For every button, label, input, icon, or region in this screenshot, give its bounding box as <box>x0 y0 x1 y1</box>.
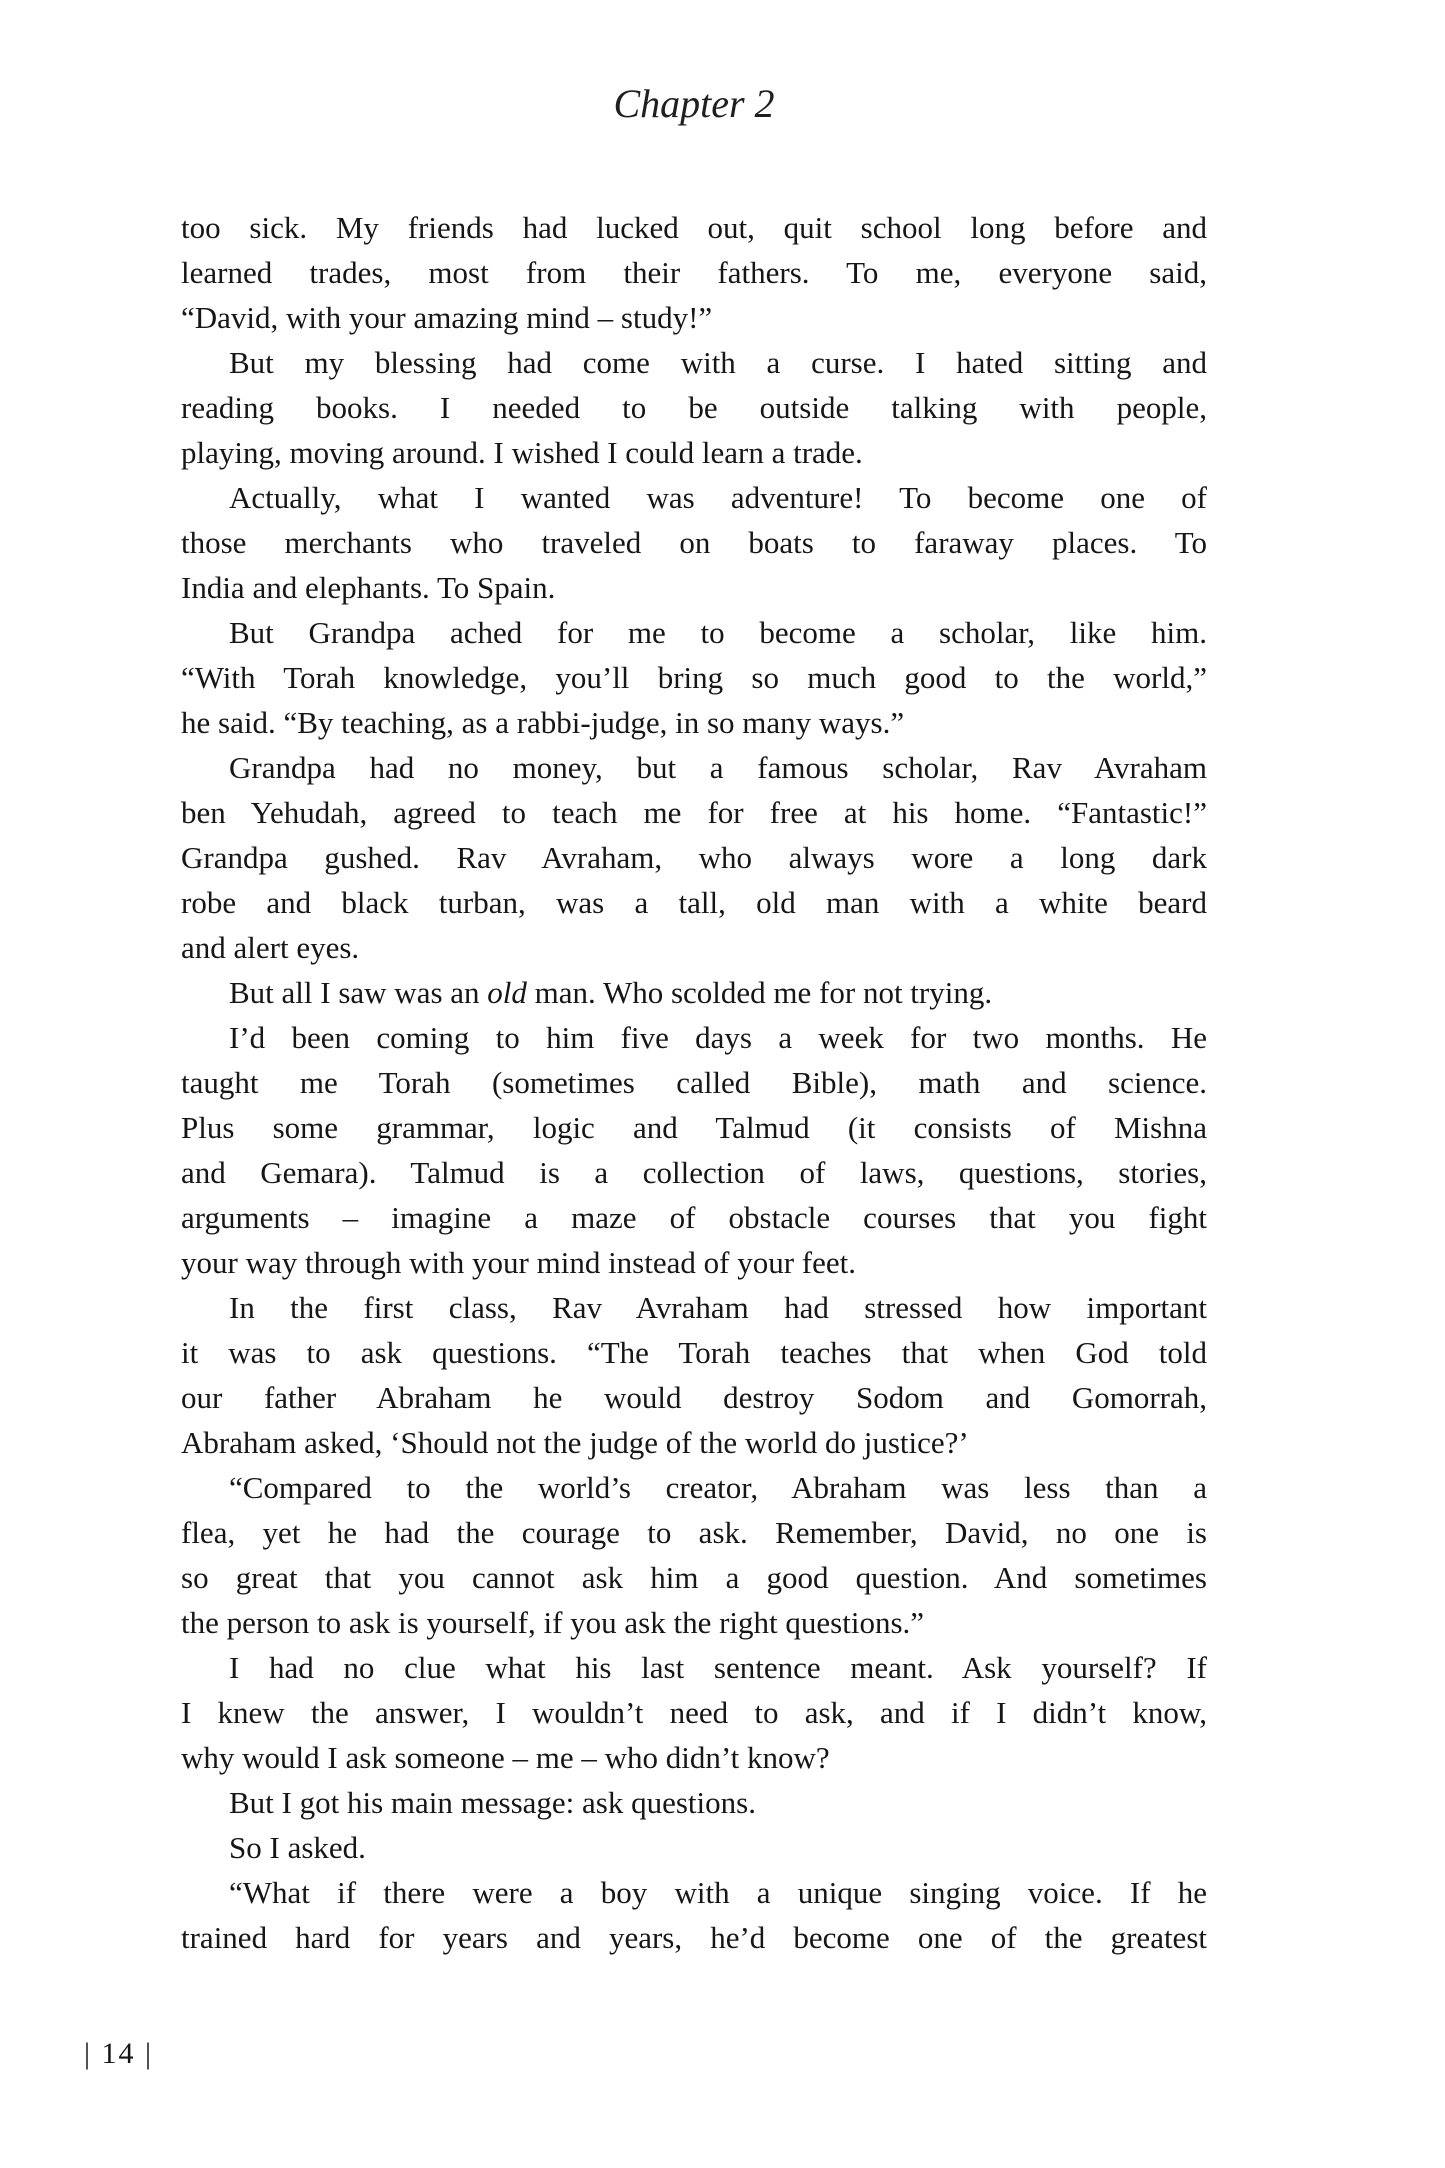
body-line <box>181 1600 1207 1645</box>
text-run: Abraham asked, ‘Should not the judge of the world do justice?’ <box>181 1425 969 1460</box>
text-run: why would I ask someone – me – who didn’t know? <box>181 1740 830 1775</box>
text-run: our father Abraham he would destroy Sodom and Gomorrah, <box>181 1380 1207 1415</box>
body-line <box>181 1915 1207 1960</box>
text-run: learned trades, most from their fathers. To me, everyone said, <box>181 255 1207 290</box>
text-run: flea, yet he had the courage to ask. Remember, David, no one is <box>181 1515 1207 1550</box>
body-line <box>181 250 1207 295</box>
text-run: playing, moving around. I wished I could learn a trade. <box>181 435 863 470</box>
body-line <box>181 1465 1207 1510</box>
text-run: “What if there were a boy with a unique singing voice. If he <box>229 1875 1207 1910</box>
body-line <box>181 1510 1207 1555</box>
text-run: I knew the answer, I wouldn’t need to ask, and if I didn’t know, <box>181 1695 1207 1730</box>
text-run: it was to ask questions. “The Torah teaches that when God told <box>181 1335 1207 1370</box>
text-run: he said. “By teaching, as a rabbi-judge, in so many ways.” <box>181 705 905 740</box>
body-line <box>181 745 1207 790</box>
body-line <box>181 1330 1207 1375</box>
text-run: But Grandpa ached for me to become a scholar, like him. <box>229 615 1207 650</box>
text-run: Actually, what I wanted was adventure! To become one of <box>229 480 1207 515</box>
body-line <box>181 970 1207 1015</box>
body-line <box>181 1825 1207 1870</box>
italic-word: old <box>487 975 527 1010</box>
text-run: But all I saw was an <box>229 975 488 1010</box>
text-run: I’d been coming to him five days a week for two months. He <box>229 1020 1207 1055</box>
text-run: reading books. I needed to be outside talking with people, <box>181 390 1207 425</box>
body-line <box>181 1645 1207 1690</box>
body-line <box>181 1105 1207 1150</box>
body-line <box>181 1150 1207 1195</box>
text-run: India and elephants. To Spain. <box>181 570 556 605</box>
body-line <box>181 1870 1207 1915</box>
body-line <box>181 295 1207 340</box>
text-run: Grandpa had no money, but a famous scholar, Rav Avraham <box>229 750 1207 785</box>
body-line <box>181 1195 1207 1240</box>
chapter-heading: Chapter 2 <box>613 81 775 126</box>
body-line <box>181 340 1207 385</box>
body-line <box>181 205 1207 250</box>
body-line <box>181 1780 1207 1825</box>
text-run: trained hard for years and years, he’d become one of the greatest <box>181 1920 1207 1955</box>
body-line <box>181 1060 1207 1105</box>
text-run: “Compared to the world’s creator, Abraham was less than a <box>229 1470 1207 1505</box>
body-line <box>181 655 1207 700</box>
body-line <box>181 385 1207 430</box>
body-line <box>181 475 1207 520</box>
text-run: But my blessing had come with a curse. I hated sitting and <box>229 345 1207 380</box>
text-run: robe and black turban, was a tall, old man with a white beard <box>181 885 1207 920</box>
text-run: But I got his main message: ask questions. <box>229 1785 756 1820</box>
text-run: and Gemara). Talmud is a collection of laws, questions, stories, <box>181 1155 1207 1190</box>
text-run: and alert eyes. <box>181 930 360 965</box>
text-run: your way through with your mind instead of your feet. <box>181 1245 856 1280</box>
text-run: So I asked. <box>229 1830 366 1865</box>
body-line <box>181 880 1207 925</box>
text-run: Plus some grammar, logic and Talmud (it consists of Mishna <box>181 1110 1207 1145</box>
body-line <box>181 1240 1207 1285</box>
text-run: the person to ask is yourself, if you ask the right questions.” <box>181 1605 925 1640</box>
body-line <box>181 700 1207 745</box>
text-run: Grandpa gushed. Rav Avraham, who always wore a long dark <box>181 840 1207 875</box>
text-run: so great that you cannot ask him a good question. And sometimes <box>181 1560 1207 1595</box>
text-run: “David, with your amazing mind – study!” <box>181 300 713 335</box>
body-line <box>181 430 1207 475</box>
body-line <box>181 1375 1207 1420</box>
text-run: too sick. My friends had lucked out, quit school long before and <box>181 210 1207 245</box>
text-run: In the first class, Rav Avraham had stressed how important <box>229 1290 1207 1325</box>
body-text <box>181 205 1207 1960</box>
body-line <box>181 835 1207 880</box>
body-line <box>181 1015 1207 1060</box>
body-line <box>181 520 1207 565</box>
body-line <box>181 790 1207 835</box>
text-run: arguments – imagine a maze of obstacle courses that you fight <box>181 1200 1207 1235</box>
body-line <box>181 610 1207 655</box>
text-run: “With Torah knowledge, you’ll bring so much good to the world,” <box>181 660 1207 695</box>
text-run: ben Yehudah, agreed to teach me for free at his home. “Fantastic!” <box>181 795 1207 830</box>
text-run: man. Who scolded me for not trying. <box>526 975 993 1010</box>
page-number: | 14 | <box>84 2037 154 2070</box>
body-line <box>181 925 1207 970</box>
body-line <box>181 1690 1207 1735</box>
body-line <box>181 1285 1207 1330</box>
body-line <box>181 1555 1207 1600</box>
body-line <box>181 565 1207 610</box>
text-run: taught me Torah (sometimes called Bible), math and science. <box>181 1065 1207 1100</box>
body-line <box>181 1735 1207 1780</box>
text-run: I had no clue what his last sentence meant. Ask yourself? If <box>229 1650 1207 1685</box>
body-line <box>181 1420 1207 1465</box>
text-run: those merchants who traveled on boats to faraway places. To <box>181 525 1207 560</box>
